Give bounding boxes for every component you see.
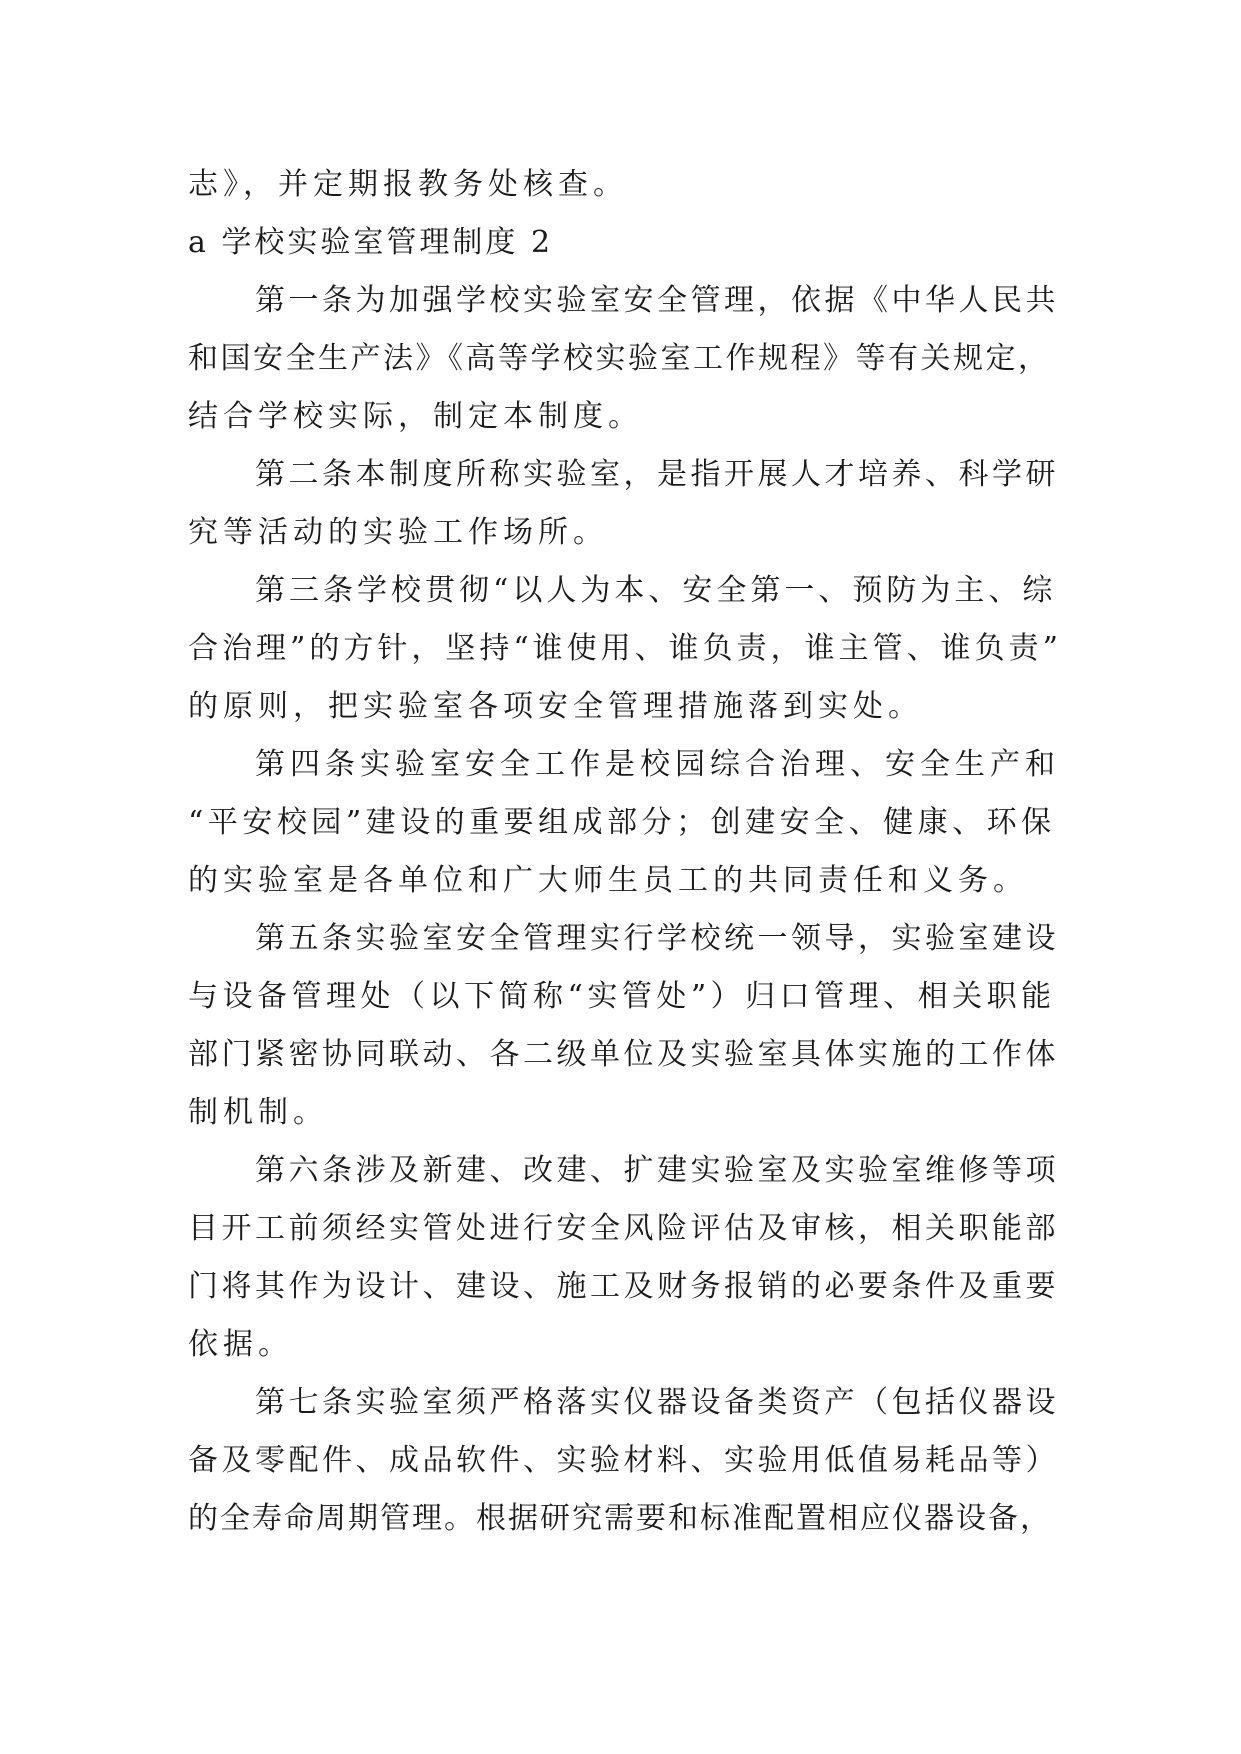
article-1-line: 和国安全生产法》《高等学校实验室工作规程》等有关规定， bbox=[188, 341, 1051, 376]
article-5-line: 部门紧密协同联动、各二级单位及实验室具体实施的工作体 bbox=[188, 1037, 1059, 1072]
section-heading: a 学校实验室管理制度 2 bbox=[188, 225, 554, 260]
article-5-line: 与设备管理处（以下简称“实管处”）归口管理、相关职能 bbox=[188, 979, 1056, 1014]
article-5-line: 第五条实验室安全管理实行学校统一领导，实验室建设 bbox=[255, 921, 1059, 956]
article-6-line: 目开工前须经实管处进行安全风险评估及审核，相关职能部 bbox=[188, 1211, 1059, 1246]
article-4-line: 的实验室是各单位和广大师生员工的共同责任和义务。 bbox=[188, 863, 1028, 898]
article-3-line: 第三条学校贯彻“以人为本、安全第一、预防为主、综 bbox=[255, 573, 1057, 608]
article-1-line: 结合学校实际，制定本制度。 bbox=[188, 399, 643, 434]
article-6-line: 门将其作为设计、建设、施工及财务报销的必要条件及重要 bbox=[188, 1269, 1059, 1304]
article-7-line: 备及零配件、成品软件、实验材料、实验用低值易耗品等） bbox=[188, 1443, 1059, 1478]
article-2-line: 究等活动的实验工作场所。 bbox=[188, 515, 608, 550]
article-5-line: 制机制。 bbox=[188, 1095, 328, 1130]
document-body bbox=[188, 156, 1063, 1548]
article-7-line: 的全寿命周期管理。根据研究需要和标准配置相应仪器设备， bbox=[188, 1501, 1052, 1536]
article-3-line: 的原则，把实验室各项安全管理措施落到实处。 bbox=[188, 689, 923, 724]
article-6-line: 依据。 bbox=[188, 1327, 293, 1362]
article-6-line: 第六条涉及新建、改建、扩建实验室及实验室维修等项 bbox=[255, 1153, 1059, 1188]
article-4-line: “平安校园”建设的重要组成部分；创建安全、健康、环保 bbox=[188, 805, 1056, 840]
article-1-line: 第一条为加强学校实验室安全管理，依据《中华人民共 bbox=[255, 283, 1059, 318]
article-7-line: 第七条实验室须严格落实仪器设备类资产（包括仪器设 bbox=[255, 1385, 1059, 1420]
article-4-line: 第四条实验室安全工作是校园综合治理、安全生产和 bbox=[255, 747, 1060, 782]
text-line: 志》，并定期报教务处核查。 bbox=[188, 167, 628, 202]
article-3-line: 合治理”的方针，坚持“谁使用、谁负责，谁主管、谁负责” bbox=[188, 631, 1063, 666]
article-2-line: 第二条本制度所称实验室，是指开展人才培养、科学研 bbox=[255, 457, 1059, 492]
